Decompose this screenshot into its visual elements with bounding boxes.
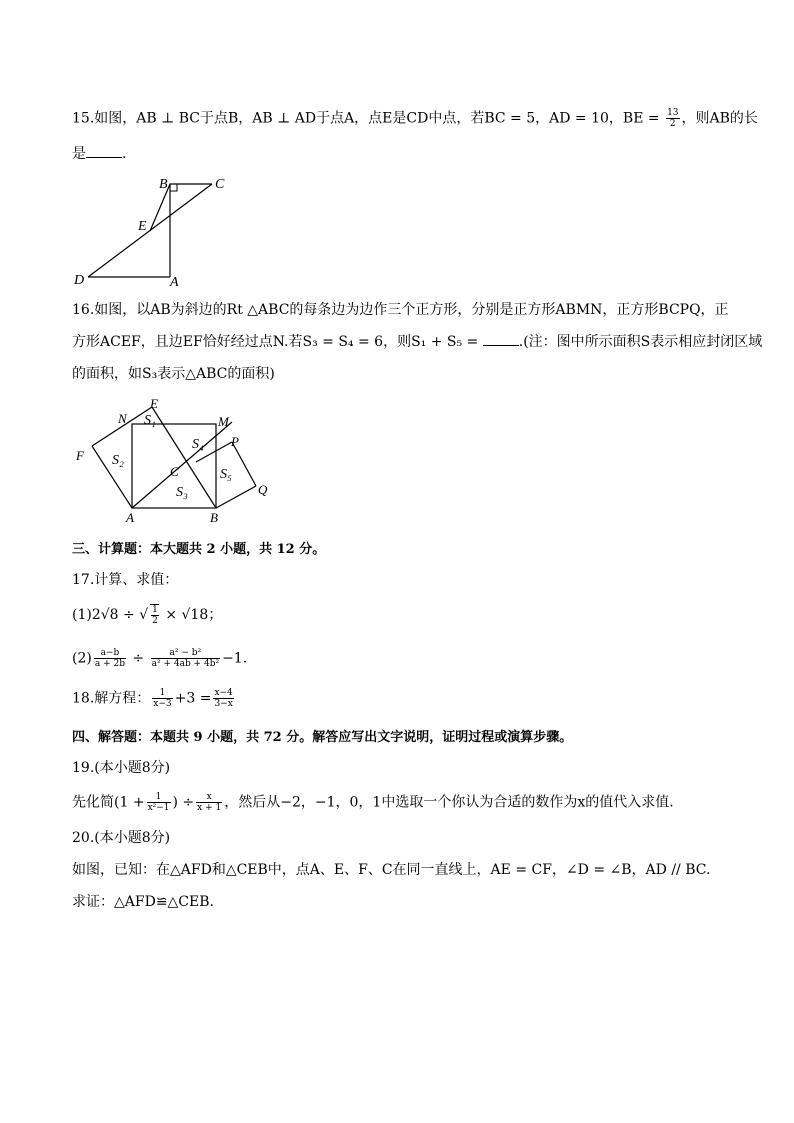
q16-text-3: 的面积，如S₃表示△ABC的面积) bbox=[72, 366, 275, 382]
label-F: F bbox=[76, 448, 84, 463]
q15-fraction: $\frac{13}{2}$ bbox=[667, 108, 679, 129]
q19-title: 19.(本小题8分) bbox=[72, 760, 171, 776]
q16-line1 bbox=[72, 300, 729, 320]
q15-line1 bbox=[72, 108, 758, 129]
label-B: B bbox=[159, 177, 168, 192]
q20-title: 20.(本小题8分) bbox=[72, 830, 171, 846]
q15-text-tail: ，则AB的长 bbox=[681, 110, 758, 127]
label-P: P bbox=[231, 434, 239, 449]
q16-answer-blank[interactable] bbox=[483, 333, 519, 346]
q17-p2-fraction2: $\frac{\text{a² − b²}}{\text{a² + 4ab + 4b²}}$ bbox=[151, 648, 220, 669]
q15-line2-text: 是 bbox=[72, 146, 86, 162]
q15-line2 bbox=[72, 144, 126, 164]
label-Q: Q bbox=[258, 482, 268, 497]
section4-heading: 四、解答题：本题共 9 小题，共 72 分。解答应写出文字说明，证明过程或演算步骤。 bbox=[72, 730, 573, 745]
q16-text-1: 16.如图，以AB为斜边的Rt △ABC的每条边为边作三个正方形，分别是正方形ABMN，正方形BCPQ，正 bbox=[72, 302, 729, 318]
q19-fraction2: $\frac{x}{x + 1}$ bbox=[197, 792, 222, 813]
q17-p1-fraction: $\frac{1}{2}$ bbox=[152, 605, 158, 626]
label-A: A bbox=[170, 275, 179, 290]
q15-period: . bbox=[122, 146, 127, 162]
label-E2: E bbox=[150, 396, 158, 411]
label-N: N bbox=[118, 411, 127, 426]
label-M: M bbox=[218, 414, 229, 429]
q15-answer-blank[interactable] bbox=[86, 145, 122, 158]
section3-heading: 三、计算题：本大题共 2 小题，共 12 分。 bbox=[72, 542, 326, 557]
q20-line2: 求证：△AFD≌△CEB. bbox=[72, 894, 214, 910]
q16-line2 bbox=[72, 332, 762, 352]
q18-fraction2: $\frac{x-4}{3-x}$ bbox=[214, 688, 233, 709]
label-C: C bbox=[215, 177, 225, 192]
label-E: E bbox=[138, 219, 147, 234]
q16-figure bbox=[70, 396, 280, 526]
label-C2: C bbox=[170, 464, 179, 479]
q17-title: 17.计算、求值： bbox=[72, 572, 179, 588]
q20-line1: 如图，已知：在△AFD和△CEB中，点A、E、F、C在同一直线上，AE = CF，∠D = ∠B，AD // BC. bbox=[72, 862, 711, 878]
label-S4: S₄ bbox=[192, 437, 204, 452]
label-D: D bbox=[74, 273, 85, 288]
q15-text: 15.如图，AB ⊥ BC于点B，AB ⊥ AD于点A，点E是CD中点，若BC = 5，AD = 10，BE = bbox=[72, 110, 665, 127]
q15-figure bbox=[70, 170, 240, 290]
q16-line3 bbox=[72, 364, 275, 384]
q19-body: 先化简(1 + $\frac{1}{\text{x²−1}}$ ) ÷ $\frac{x}{x + 1}$ ，然后从−2，−1，0，1中选取一个你认为合适的数作为x的值代入求值. bbox=[72, 792, 674, 813]
label-B2: B bbox=[210, 510, 218, 525]
q18-line: 18.解方程： $\frac{1}{x-3}$ +3 = $\frac{x-4}{3-x}$ bbox=[72, 688, 233, 709]
label-S3: S₃ bbox=[176, 485, 188, 500]
q17-p2-fraction1: $\frac{a-b}{a + 2b}$ bbox=[94, 648, 125, 669]
label-S2: S₂ bbox=[112, 453, 124, 468]
q17-part1: (1)2√8 ÷ √ $\frac{1}{2}$ × √18； bbox=[72, 605, 223, 626]
q17-part2: (2) $\frac{a-b}{a + 2b}$ ÷ $\frac{\text{a² − b²}}{\text{a² + 4ab + 4b²}}$ −1. bbox=[72, 648, 248, 669]
q19-fraction1: $\frac{1}{\text{x²−1}}$ bbox=[147, 792, 170, 813]
label-S5: S₅ bbox=[220, 467, 232, 482]
q16-text-2b: .(注：图中所示面积S表示相应封闭区域 bbox=[518, 334, 763, 350]
label-A2: A bbox=[126, 510, 134, 525]
q16-text-2a: 方形ACEF，且边EF恰好经过点N.若S₃ = S₄ = 6，则S₁ + S₅ = bbox=[72, 334, 483, 350]
q18-fraction1: $\frac{1}{x-3}$ bbox=[153, 688, 172, 709]
label-S1: S₁ bbox=[144, 413, 156, 428]
